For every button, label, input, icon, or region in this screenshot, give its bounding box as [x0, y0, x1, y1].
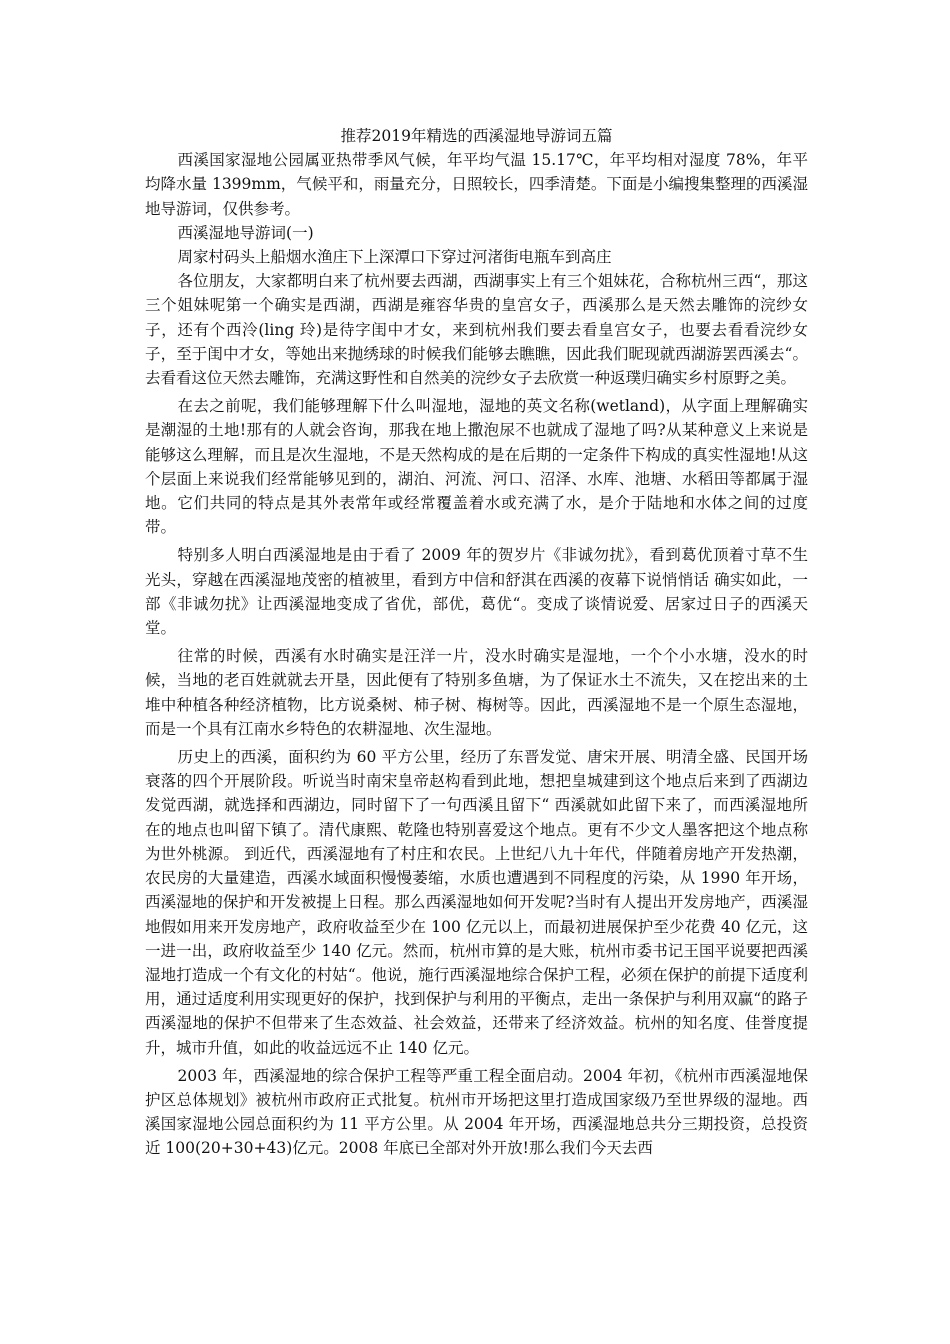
intro-paragraph: 西溪国家湿地公园属亚热带季风气候，年平均气温 15.17℃，年平均相对湿度 78%，年平均降水量 1399mm，气候平和，雨量充分，日照较长，四季清楚。下面是小编搜集整理的西溪湿地导游词，仅供参考。: [145, 151, 808, 218]
document-body: [145, 124, 808, 1161]
body-paragraph: 历史上的西溪，面积约为 60 平方公里，经历了东晋发觉、唐宋开展、明清全盛、民国开场衰落的四个开展阶段。听说当时南宋皇帝赵构看到此地，想把皇城建到这个地点后来到了西湖边发觉西湖，就选择和西湖边，同时留下了一句西溪且留下“ 西溪就如此留下来了，而西溪湿地所在的地点也叫留下镇了。清代康熙、乾隆也特别喜爱这个地点。更有不少文人墨客把这个地点称为世外桃源。 到近代，西溪湿地有了村庄和农民。上世纪八九十年代，伴随着房地产开发热潮，农民房的大量建造，西溪水域面积慢慢萎缩，水质也遭遇到不同程度的污染，从 1990 年开场，西溪湿地的保护和开发被提上日程。那么西溪湿地如何开发呢?当时有人提出开发房地产，西溪湿地假如用来开发房地产，政府收益至少在 100 亿元以上，而最初进展保护至少花费 40 亿元，这一进一出，政府收益至少 140 亿元。然而，杭州市算的是大账，杭州市委书记王国平说要把西溪湿地打造成一个有文化的村姑“。他说，施行西溪湿地综合保护工程，必须在保护的前提下适度利用，通过适度利用实现更好的保护，找到保护与利用的平衡点，走出一条保护与利用双赢“的路子西溪湿地的保护不但带来了生态效益、社会效益，还带来了经济效益。杭州的知名度、佳誉度提升，城市升值，如此的收益远远不止 140 亿元。: [145, 748, 808, 1057]
body-paragraph: 特别多人明白西溪湿地是由于看了 2009 年的贺岁片《非诚勿扰》，看到葛优顶着寸草不生光头，穿越在西溪湿地茂密的植被里，看到方中信和舒淇在西溪的夜幕下说悄悄话 确实如此，一部《非诚勿扰》让西溪湿地变成了省优，部优，葛优“。变成了谈情说爱、居家过日子的西溪天堂。: [145, 546, 808, 638]
section-heading: 西溪湿地导游词(一): [177, 223, 314, 242]
body-paragraph: 在去之前呢，我们能够理解下什么叫湿地，湿地的英文名称(wetland)，从字面上理解确实是潮湿的土地!那有的人就会咨询，那我在地上撒泡尿不也就成了湿地了吗?从某种意义上来说是能够这么理解，而且是次生湿地，不是天然构成的是在后期的一定条件下构成的真实性湿地!从这个层面上来说我们经常能够见到的，湖泊、河流、河口、沼泽、水库、池塘、水稻田等都属于湿地。它们共同的特点是其外表常年或经常覆盖着水或充满了水，是介于陆地和水体之间的过度带。: [145, 397, 808, 537]
body-paragraph: 各位朋友，大家都明白来了杭州要去西湖，西湖事实上有三个姐妹花，合称杭州三西“，那这三个姐妹呢第一个确实是西湖，西湖是雍容华贵的皇宫女子，西溪那么是天然去雕饰的浣纱女子，还有个西泠(ling 玲)是待字闺中才女，来到杭州我们要去看皇宫女子，也要去看看浣纱女子，至于闺中才女，等她出来抛绣球的时候我们能够去瞧瞧，因此我们昵现就西湖游罢西溪去“。去看看这位天然去雕饰，充满这野性和自然美的浣纱女子去欣赏一种返璞归确实乡村原野之美。: [145, 272, 808, 388]
route-line: 周家村码头上船烟水渔庄下上深潭口下穿过河渚街电瓶车到高庄: [177, 248, 612, 267]
body-paragraph: 2003 年，西溪湿地的综合保护工程等严重工程全面启动。2004 年初，《杭州市西溪湿地保护区总体规划》被杭州市政府正式批复。杭州市开场把这里打造成国家级乃至世界级的湿地。西溪国家湿地公园总面积约为 11 平方公里。从 2004 年开场，西溪湿地总共分三期投资，总投资近 100(20+30+43)亿元。2008 年底已全部对外开放!那么我们今天去西: [145, 1066, 808, 1158]
document-title: 推荐2019年精选的西溪湿地导游词五篇: [340, 127, 613, 145]
body-paragraph: 往常的时候，西溪有水时确实是汪洋一片，没水时确实是湿地，一个个小水塘，没水的时候，当地的老百姓就就去开垦，因此便有了特别多鱼塘，为了保证水土不流失，又在挖出来的土堆中种植各种经济植物，比方说桑树、柿子树、梅树等。因此，西溪湿地不是一个原生态湿地，而是一个具有江南水乡特色的农耕湿地、次生湿地。: [145, 647, 808, 738]
